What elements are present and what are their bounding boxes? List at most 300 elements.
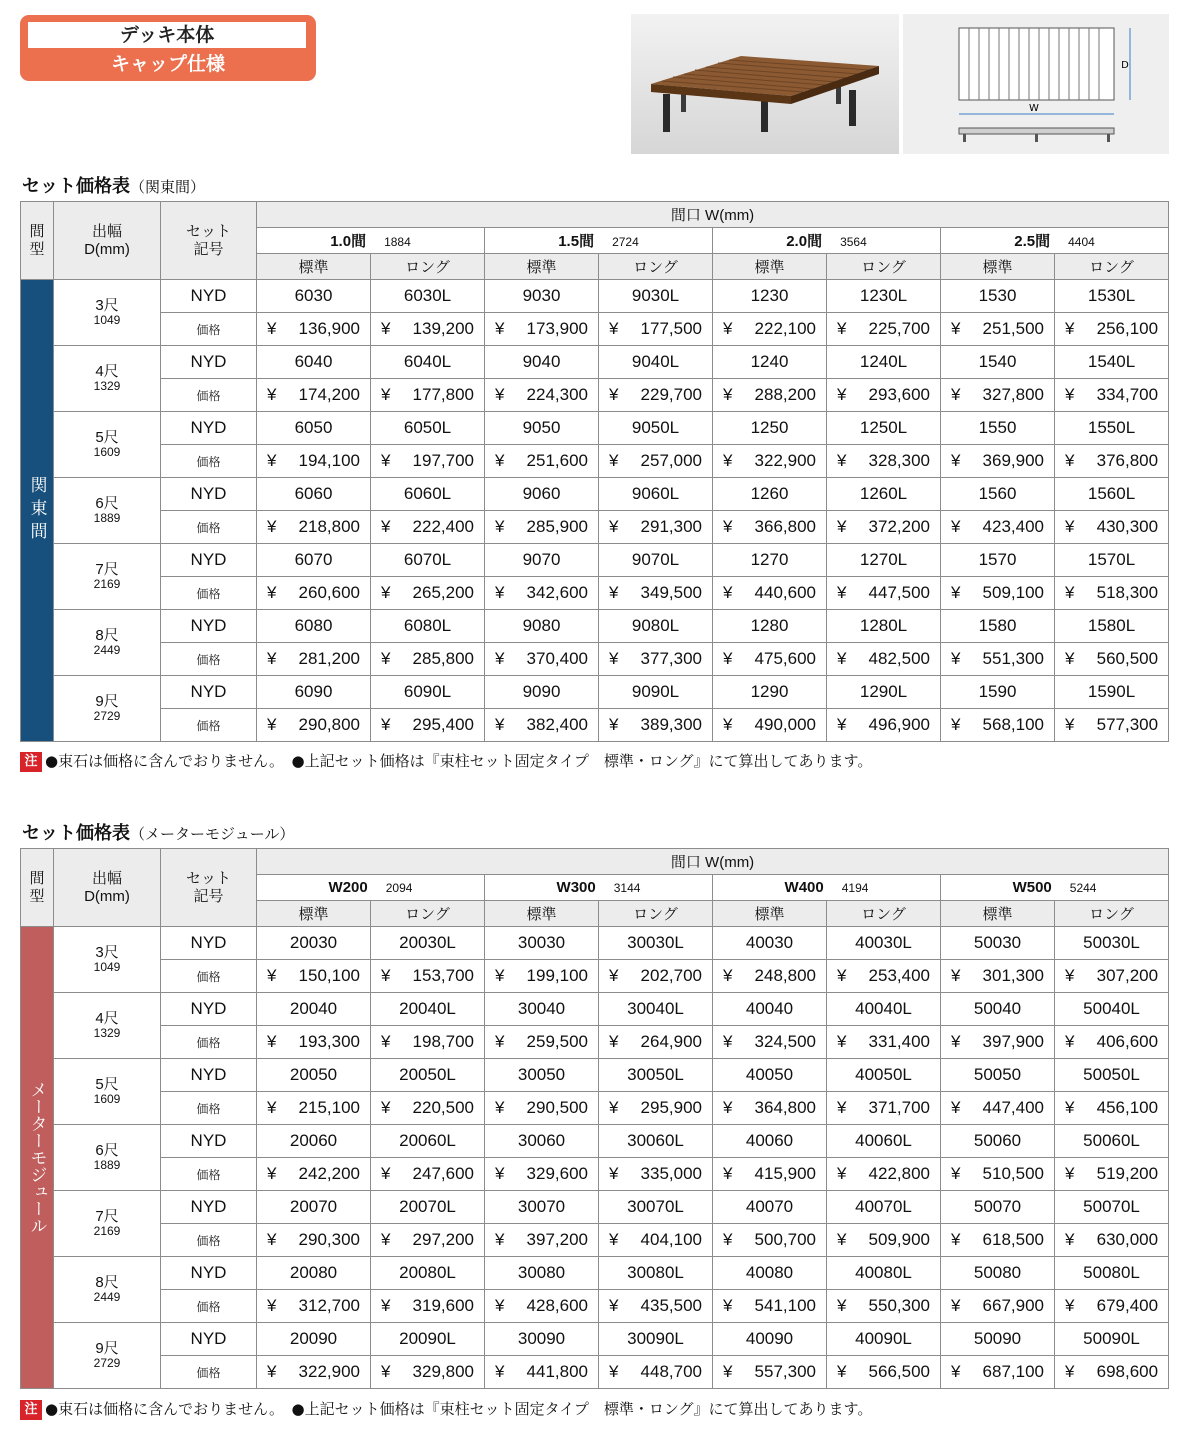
depth-shaku: 3尺 [95, 296, 119, 314]
depth-shaku: 7尺 [95, 1207, 119, 1225]
width-label: W [1029, 103, 1039, 114]
depth-shaku: 8尺 [95, 626, 119, 644]
price-value: 377,300 [640, 649, 702, 668]
yen-sign: ¥ [951, 1362, 961, 1381]
product-code: 6030 [257, 280, 371, 313]
price-cell [827, 379, 941, 412]
depth-shaku: 5尺 [95, 428, 119, 446]
price-value: 247,600 [412, 1164, 474, 1183]
price-cell [1055, 445, 1169, 478]
product-code: 1290L [827, 676, 941, 709]
price-cell [485, 577, 599, 610]
price-value: 281,200 [298, 649, 360, 668]
product-code: 1590L [1055, 676, 1169, 709]
price-cell [257, 709, 371, 742]
depth-mm: 2169 [93, 1223, 121, 1238]
yen-sign: ¥ [267, 966, 277, 985]
product-code: 20080L [371, 1257, 485, 1290]
header-long: ロング [1055, 254, 1169, 280]
price-value: 242,200 [298, 1164, 360, 1183]
price-cell [713, 1290, 827, 1323]
price-cell [1055, 1026, 1169, 1059]
price-cell [599, 643, 713, 676]
price-value: 630,000 [1096, 1230, 1159, 1249]
price-cell [485, 379, 599, 412]
group-label: W200 [328, 879, 368, 896]
price-value: 251,500 [982, 319, 1044, 338]
product-code: 1240L [827, 346, 941, 379]
group-width-mm: 2094 [385, 881, 413, 895]
price-value: 225,700 [868, 319, 930, 338]
depth-mm: 2729 [93, 708, 121, 723]
price-value: 177,500 [640, 319, 702, 338]
section-title-kanto [22, 172, 205, 198]
product-code: 30070L [599, 1191, 713, 1224]
price-value: 349,500 [640, 583, 702, 602]
price-value: 322,900 [754, 451, 816, 470]
product-code: 6050 [257, 412, 371, 445]
yen-sign: ¥ [837, 1032, 847, 1051]
price-cell [257, 1092, 371, 1125]
product-code: 1550L [1055, 412, 1169, 445]
depth-shaku: 7尺 [95, 560, 119, 578]
yen-sign: ¥ [723, 583, 733, 602]
price-value: 406,600 [1096, 1032, 1159, 1051]
depth-mm: 1329 [93, 1025, 121, 1040]
product-code: 1540 [941, 346, 1055, 379]
price-value: 193,300 [298, 1032, 360, 1051]
product-code: 9050 [485, 412, 599, 445]
price-label: 価格 [161, 1290, 257, 1323]
price-cell [941, 709, 1055, 742]
depth-cell [54, 412, 161, 478]
yen-sign: ¥ [723, 319, 733, 338]
price-label: 価格 [161, 445, 257, 478]
price-cell [485, 1224, 599, 1257]
price-cell [485, 1092, 599, 1125]
header-long: ロング [827, 254, 941, 280]
price-cell [827, 577, 941, 610]
product-code: 30080L [599, 1257, 713, 1290]
header-long: ロング [371, 254, 485, 280]
yen-sign: ¥ [837, 1230, 847, 1249]
product-code: 30090L [599, 1323, 713, 1356]
price-label: 価格 [161, 1026, 257, 1059]
price-value: 222,100 [754, 319, 816, 338]
header-standard: 標準 [485, 254, 599, 280]
product-code: 1250L [827, 412, 941, 445]
price-cell [371, 313, 485, 346]
price-cell [1055, 1092, 1169, 1125]
price-cell [485, 313, 599, 346]
header-width-group [713, 875, 941, 901]
yen-sign: ¥ [1065, 966, 1075, 985]
product-code: 30070 [485, 1191, 599, 1224]
price-value: 307,200 [1096, 966, 1159, 985]
yen-sign: ¥ [837, 1362, 847, 1381]
yen-sign: ¥ [267, 1362, 277, 1381]
header-standard: 標準 [485, 901, 599, 927]
price-value: 369,900 [982, 451, 1044, 470]
price-value: 687,100 [982, 1362, 1044, 1381]
depth-cell [54, 280, 161, 346]
product-code: 50080 [941, 1257, 1055, 1290]
price-value: 319,600 [412, 1296, 474, 1315]
yen-sign: ¥ [609, 649, 619, 668]
depth-mm: 2169 [93, 576, 121, 591]
yen-sign: ¥ [723, 517, 733, 536]
price-value: 334,700 [1096, 385, 1159, 404]
group-label: W500 [1012, 879, 1052, 896]
group-width-mm: 3144 [613, 881, 641, 895]
price-cell [713, 445, 827, 478]
price-value: 518,300 [1096, 583, 1159, 602]
price-cell [941, 577, 1055, 610]
header-width-group [485, 875, 713, 901]
series-code: NYD [161, 1257, 257, 1290]
price-cell [599, 960, 713, 993]
depth-shaku: 4尺 [95, 1009, 119, 1027]
price-cell [257, 1026, 371, 1059]
depth-cell [54, 1059, 161, 1125]
depth-mm: 2449 [93, 642, 121, 657]
price-value: 194,100 [298, 451, 360, 470]
yen-sign: ¥ [723, 1230, 733, 1249]
price-cell [371, 577, 485, 610]
yen-sign: ¥ [723, 1296, 733, 1315]
header-long: ロング [1055, 901, 1169, 927]
yen-sign: ¥ [381, 385, 391, 404]
yen-sign: ¥ [609, 1098, 619, 1117]
series-code: NYD [161, 1059, 257, 1092]
price-label: 価格 [161, 1356, 257, 1389]
price-cell [257, 445, 371, 478]
price-value: 222,400 [412, 517, 474, 536]
depth-mm: 1889 [93, 1157, 121, 1172]
price-value: 290,800 [298, 715, 360, 734]
price-value: 372,200 [868, 517, 930, 536]
price-cell [371, 709, 485, 742]
header-standard: 標準 [713, 901, 827, 927]
price-cell [827, 313, 941, 346]
product-code: 40030 [713, 927, 827, 960]
price-value: 324,500 [754, 1032, 816, 1051]
price-cell [827, 1026, 941, 1059]
price-cell [485, 1290, 599, 1323]
series-code: NYD [161, 346, 257, 379]
depth-shaku: 9尺 [95, 1339, 119, 1357]
price-value: 285,900 [526, 517, 588, 536]
yen-sign: ¥ [495, 1296, 505, 1315]
header-width-group [941, 228, 1169, 254]
product-code: 9080 [485, 610, 599, 643]
product-code: 1240 [713, 346, 827, 379]
group-label: 2.0間 [786, 233, 823, 250]
product-code: 6040L [371, 346, 485, 379]
price-value: 312,700 [298, 1296, 360, 1315]
deck-plan-diagram [903, 14, 1169, 154]
product-code: 6060 [257, 478, 371, 511]
yen-sign: ¥ [1065, 649, 1075, 668]
price-value: 422,800 [868, 1164, 930, 1183]
product-code: 1230L [827, 280, 941, 313]
depth-cell [54, 478, 161, 544]
yen-sign: ¥ [609, 583, 619, 602]
product-code: 40050 [713, 1059, 827, 1092]
yen-sign: ¥ [951, 1164, 961, 1183]
yen-sign: ¥ [267, 1230, 277, 1249]
price-value: 397,900 [982, 1032, 1044, 1051]
depth-shaku: 6尺 [95, 494, 119, 512]
price-value: 285,800 [412, 649, 474, 668]
product-code: 50060 [941, 1125, 1055, 1158]
price-cell [941, 1290, 1055, 1323]
price-label: 価格 [161, 313, 257, 346]
header-width-group [941, 875, 1169, 901]
price-value: 288,200 [754, 385, 816, 404]
price-value: 295,400 [412, 715, 474, 734]
price-cell [1055, 709, 1169, 742]
price-cell [257, 1290, 371, 1323]
price-cell [599, 709, 713, 742]
product-code: 50060L [1055, 1125, 1169, 1158]
price-value: 423,400 [982, 517, 1044, 536]
price-cell [371, 445, 485, 478]
group-width-mm: 2724 [612, 235, 639, 249]
price-value: 251,600 [526, 451, 588, 470]
yen-sign: ¥ [723, 1362, 733, 1381]
price-cell [485, 960, 599, 993]
price-cell [827, 511, 941, 544]
header-standard: 標準 [257, 901, 371, 927]
price-value: 297,200 [412, 1230, 474, 1249]
price-cell [257, 577, 371, 610]
price-value: 293,600 [868, 385, 930, 404]
yen-sign: ¥ [1065, 1032, 1075, 1051]
product-code: 1560L [1055, 478, 1169, 511]
depth-mm: 1049 [93, 312, 121, 327]
yen-sign: ¥ [381, 715, 391, 734]
yen-sign: ¥ [381, 319, 391, 338]
product-code: 30030L [599, 927, 713, 960]
product-code: 40060L [827, 1125, 941, 1158]
price-value: 150,100 [298, 966, 360, 985]
product-code: 9080L [599, 610, 713, 643]
price-cell [371, 1026, 485, 1059]
price-cell [371, 1092, 485, 1125]
yen-sign: ¥ [837, 517, 847, 536]
price-cell [1055, 1290, 1169, 1323]
price-cell [941, 1158, 1055, 1191]
price-value: 447,500 [868, 583, 930, 602]
price-value: 404,100 [640, 1230, 702, 1249]
price-cell [713, 1092, 827, 1125]
price-value: 482,500 [868, 649, 930, 668]
price-value: 264,900 [640, 1032, 702, 1051]
price-value: 174,200 [298, 385, 360, 404]
price-cell [827, 1224, 941, 1257]
depth-cell [54, 993, 161, 1059]
depth-shaku: 4尺 [95, 362, 119, 380]
price-value: 322,900 [298, 1362, 360, 1381]
product-code: 50090L [1055, 1323, 1169, 1356]
price-value: 376,800 [1096, 451, 1159, 470]
product-code: 30090 [485, 1323, 599, 1356]
price-cell [941, 313, 1055, 346]
depth-cell [54, 1257, 161, 1323]
header-long: ロング [599, 901, 713, 927]
header-width: 間口 W(mm) [257, 849, 1169, 875]
price-value: 557,300 [754, 1362, 816, 1381]
product-code: 1590 [941, 676, 1055, 709]
price-label: 価格 [161, 1158, 257, 1191]
price-value: 198,700 [412, 1032, 474, 1051]
price-cell [371, 1224, 485, 1257]
yen-sign: ¥ [495, 966, 505, 985]
product-code: 30040L [599, 993, 713, 1026]
product-code: 1530L [1055, 280, 1169, 313]
yen-sign: ¥ [951, 715, 961, 734]
yen-sign: ¥ [495, 1230, 505, 1249]
note-tag: 注 [20, 752, 42, 772]
yen-sign: ¥ [267, 583, 277, 602]
price-value: 364,800 [754, 1098, 816, 1117]
product-code: 40080L [827, 1257, 941, 1290]
price-cell [941, 960, 1055, 993]
price-label: 価格 [161, 709, 257, 742]
yen-sign: ¥ [267, 385, 277, 404]
product-code: 20060 [257, 1125, 371, 1158]
yen-sign: ¥ [267, 649, 277, 668]
price-value: 519,200 [1096, 1164, 1159, 1183]
yen-sign: ¥ [267, 1032, 277, 1051]
yen-sign: ¥ [381, 1362, 391, 1381]
series-code: NYD [161, 1323, 257, 1356]
price-cell [257, 379, 371, 412]
product-code: 30050L [599, 1059, 713, 1092]
depth-cell [54, 1323, 161, 1389]
product-code: 9060 [485, 478, 599, 511]
price-value: 577,300 [1096, 715, 1159, 734]
yen-sign: ¥ [381, 1296, 391, 1315]
price-cell [1055, 379, 1169, 412]
yen-sign: ¥ [723, 385, 733, 404]
price-cell [1055, 960, 1169, 993]
product-code: 1560 [941, 478, 1055, 511]
product-code: 50070L [1055, 1191, 1169, 1224]
yen-sign: ¥ [951, 649, 961, 668]
price-cell [1055, 577, 1169, 610]
group-label: 1.0間 [330, 233, 367, 250]
yen-sign: ¥ [1065, 583, 1075, 602]
yen-sign: ¥ [609, 1296, 619, 1315]
price-value: 139,200 [412, 319, 474, 338]
price-value: 248,800 [754, 966, 816, 985]
section-title-text: セット価格表 [22, 823, 130, 844]
price-cell [941, 1092, 1055, 1125]
product-code: 1550 [941, 412, 1055, 445]
yen-sign: ¥ [951, 966, 961, 985]
badge-subtitle: キャップ仕様 [110, 53, 225, 75]
yen-sign: ¥ [495, 385, 505, 404]
price-cell [713, 511, 827, 544]
product-code: 6080 [257, 610, 371, 643]
yen-sign: ¥ [1065, 451, 1075, 470]
yen-sign: ¥ [609, 715, 619, 734]
yen-sign: ¥ [723, 966, 733, 985]
price-value: 290,300 [298, 1230, 360, 1249]
price-value: 541,100 [754, 1296, 816, 1315]
price-value: 560,500 [1096, 649, 1159, 668]
product-code: 1570L [1055, 544, 1169, 577]
price-cell [941, 1026, 1055, 1059]
price-cell [713, 313, 827, 346]
product-code: 9050L [599, 412, 713, 445]
product-code: 20060L [371, 1125, 485, 1158]
yen-sign: ¥ [837, 451, 847, 470]
price-cell [371, 379, 485, 412]
price-cell [599, 1224, 713, 1257]
price-value: 224,300 [526, 385, 588, 404]
price-value: 447,400 [982, 1098, 1044, 1117]
price-value: 329,800 [412, 1362, 474, 1381]
product-code: 20040L [371, 993, 485, 1026]
price-value: 448,700 [640, 1362, 702, 1381]
product-code: 20090L [371, 1323, 485, 1356]
price-cell [485, 445, 599, 478]
price-value: 259,500 [526, 1032, 588, 1051]
price-cell [713, 1356, 827, 1389]
price-cell [257, 643, 371, 676]
price-value: 698,600 [1096, 1362, 1159, 1381]
price-value: 220,500 [412, 1098, 474, 1117]
yen-sign: ¥ [1065, 1098, 1075, 1117]
price-value: 456,100 [1096, 1098, 1159, 1117]
price-value: 397,200 [526, 1230, 588, 1249]
yen-sign: ¥ [837, 1164, 847, 1183]
yen-sign: ¥ [609, 451, 619, 470]
product-code: 1260L [827, 478, 941, 511]
table-note-meter [20, 1398, 872, 1420]
group-label: 2.5間 [1014, 233, 1051, 250]
price-value: 342,600 [526, 583, 588, 602]
depth-shaku: 8尺 [95, 1273, 119, 1291]
price-cell [371, 1290, 485, 1323]
price-value: 295,900 [640, 1098, 702, 1117]
yen-sign: ¥ [837, 583, 847, 602]
price-cell [485, 1026, 599, 1059]
group-label: W400 [784, 879, 824, 896]
price-table-kanto [20, 201, 1169, 742]
price-value: 667,900 [982, 1296, 1044, 1315]
product-code: 20030L [371, 927, 485, 960]
product-code: 6080L [371, 610, 485, 643]
series-code: NYD [161, 610, 257, 643]
price-value: 290,500 [526, 1098, 588, 1117]
price-value: 679,400 [1096, 1296, 1159, 1315]
price-value: 202,700 [640, 966, 702, 985]
price-value: 229,700 [640, 385, 702, 404]
product-code: 1580 [941, 610, 1055, 643]
yen-sign: ¥ [381, 1098, 391, 1117]
product-code: 50050 [941, 1059, 1055, 1092]
price-value: 510,500 [982, 1164, 1044, 1183]
product-code: 6070L [371, 544, 485, 577]
group-label: 1.5間 [558, 233, 595, 250]
price-value: 509,900 [868, 1230, 930, 1249]
note-text: ●束石は価格に含んでおりません。 ●上記セット価格は『束柱セット固定タイプ 標準・ロング』にて算出してあります。 [45, 752, 873, 770]
price-value: 440,600 [754, 583, 816, 602]
